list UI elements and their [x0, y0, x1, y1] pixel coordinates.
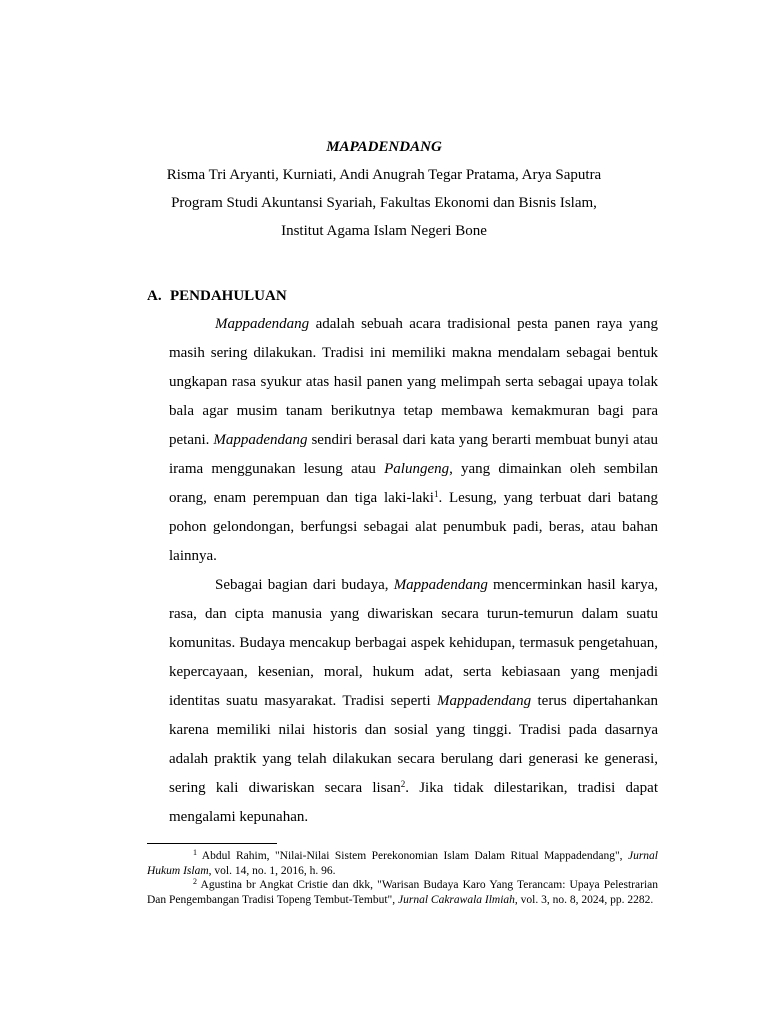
section-title: PENDAHULUAN	[170, 288, 287, 304]
footnote-ref[interactable]: 2	[400, 779, 406, 789]
text-run: terus dipertahankan karena memiliki nilai historis dan sosial yang tinggi. Tradisi pada dasarnya adalah praktik yang telah dilakukan secara berulang dari generasi ke generasi, sering kali diwariskan secara lisan	[169, 693, 658, 796]
body-text	[169, 310, 658, 832]
section-heading	[147, 286, 287, 306]
footnote-separator	[147, 843, 277, 844]
text-run: Sebagai bagian dari budaya,	[215, 577, 394, 593]
footnote-text: Abdul Rahim, "Nilai-Nilai Sistem Perekonomian Islam Dalam Ritual Mappadendang",	[197, 850, 628, 862]
footnote-text: , vol. 3, no. 8, 2024, pp. 2282.	[514, 893, 654, 906]
footnote-journal: Jurnal Hukum Islam	[147, 850, 658, 877]
authors-line: Risma Tri Aryanti, Kurniati, Andi Anugrah Tegar Pratama, Arya Saputra	[166, 167, 602, 183]
program-line: Program Studi Akuntansi Syariah, Fakultas Ekonomi dan Bisnis Islam,	[171, 195, 597, 211]
footnote-1	[147, 849, 658, 878]
italic-term: Mappadendang	[437, 693, 532, 709]
text-run: sendiri berasal dari kata yang berarti membuat bunyi atau irama menggunakan lesung atau	[169, 432, 658, 477]
footnote-number: 1	[193, 848, 197, 857]
document-title: MAPADENDANG	[326, 139, 442, 155]
institution-line: Institut Agama Islam Negeri Bone	[281, 223, 487, 239]
footnotes	[147, 849, 658, 907]
text-run: adalah sebuah acara tradisional pesta panen raya yang masih sering dilakukan. Tradisi ini memiliki makna mendalam sebagai bentuk ungkapan rasa syukur atas hasil panen yang melimpah serta sebagai upaya tolak bala agar musim tanam berikutnya tetap membawa kemakmuran bagi para petani.	[169, 316, 658, 448]
footnote-text: Agustina br Angkat Cristie dan dkk, "Warisan Budaya Karo Yang Terancam: Upaya Pelestrarian Dan Pengembangan Tradisi Topeng Tembut-Tembut",	[147, 879, 658, 906]
footnote-ref[interactable]: 1	[433, 489, 439, 499]
footnote-2	[147, 878, 658, 907]
footnote-text: , vol. 14, no. 1, 2016, h. 96.	[208, 864, 336, 877]
italic-term: Palungeng	[384, 461, 450, 477]
paragraph-2	[169, 571, 658, 832]
text-run: mencerminkan hasil karya, rasa, dan cipta manusia yang diwariskan secara turun-temurun dalam suatu komunitas. Budaya mencakup berbagai aspek kehidupan, termasuk pengetahuan, kepercayaan, kesenian, moral, hukum adat, serta kebiasaan yang menjadi identitas suatu masyarakat. Tradisi seperti	[169, 577, 658, 709]
section-number: A.	[147, 288, 162, 304]
italic-term: Mappadendang	[215, 316, 310, 332]
italic-term: Mappadendang	[393, 577, 488, 593]
text-run: . Lesung, yang terbuat dari batang pohon gelondongan, berfungsi sebagai alat penumbuk padi, beras, atau bahan lainnya.	[169, 490, 659, 564]
text-run: , yang dimainkan oleh sembilan orang, enam perempuan dan tiga laki-laki	[169, 461, 658, 506]
footnote-journal: Jurnal Cakrawala Ilmiah	[398, 893, 515, 906]
footnote-number: 2	[193, 877, 197, 886]
italic-term: Mappadendang	[213, 432, 308, 448]
text-run: . Jika tidak dilestarikan, tradisi dapat mengalami kepunahan.	[169, 780, 659, 825]
paragraph-1	[169, 310, 658, 571]
